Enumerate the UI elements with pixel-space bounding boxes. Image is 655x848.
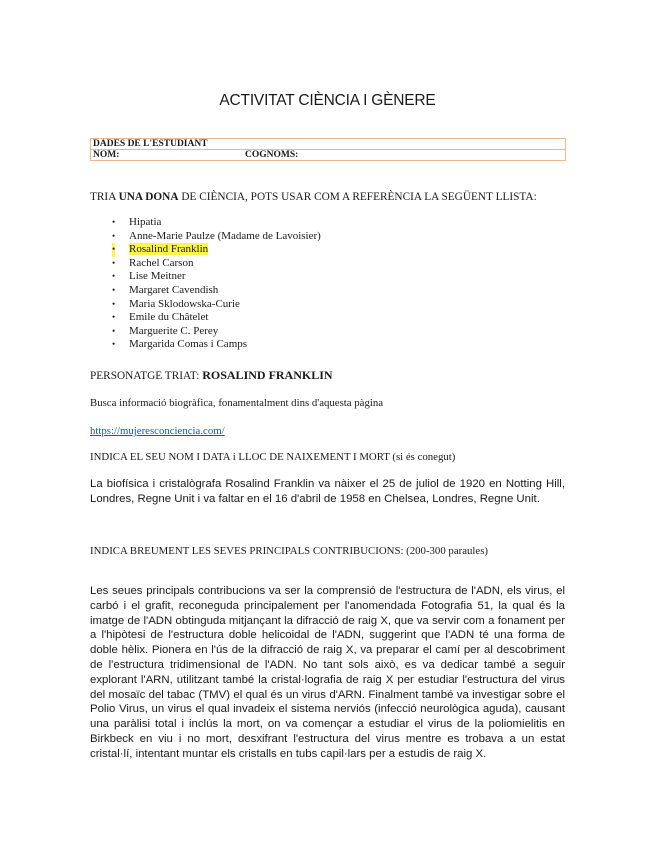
- chosen-name: ROSALIND FRANKLIN: [202, 368, 333, 382]
- bullet-icon: •: [112, 298, 116, 309]
- scientist-list-item: [112, 257, 321, 271]
- scientist-list-item: [112, 270, 321, 284]
- scientist-list-item: [112, 311, 321, 325]
- student-name-row[interactable]: [91, 150, 566, 161]
- cognoms-label: COGNOMS:: [245, 150, 299, 160]
- scientist-list-item: [112, 284, 321, 298]
- scientist-name: Margarida Comas i Camps: [129, 338, 248, 351]
- scientist-list-item: [112, 230, 321, 244]
- scientist-list-item: [112, 243, 321, 257]
- scientist-list-item: [112, 216, 321, 230]
- scientist-name: Hipatia: [129, 216, 162, 228]
- birth-death-prompt: INDICA EL SEU NOM I DATA i LLOC DE NAIXEMENT I MORT (si és conegut): [90, 451, 456, 463]
- scientist-list: [112, 216, 321, 352]
- scientist-name: Emile du Châtelet: [129, 311, 209, 324]
- prompt1-after: DE CIÈNCIA, POTS USAR COM A REFERÈNCIA LA SEGÜENT LLISTA:: [178, 191, 537, 203]
- scientist-name: Maria Sklodowska-Curie: [129, 297, 240, 310]
- student-data-table: [90, 138, 566, 161]
- prompt1-before: TRIA: [90, 191, 119, 203]
- nom-label: NOM:: [93, 150, 120, 160]
- bullet-icon: •: [112, 284, 116, 295]
- reference-link[interactable]: https://mujeresconciencia.com/: [90, 425, 225, 437]
- bullet-icon: •: [112, 230, 116, 241]
- contributions-prompt: INDICA BREUMENT LES SEVES PRINCIPALS CONTRIBUCIONS: (200-300 paraules): [90, 545, 488, 557]
- scientist-name: Lise Meitner: [129, 270, 186, 283]
- bullet-icon: •: [112, 257, 116, 268]
- contributions-answer: Les seues principals contribucions va ser la comprensió de l'estructura de l'ADN, els virus, el carbó i el grafit, reconeguda principalement per l'anomendada Fotografia 51, la qual és la imatge de l'ADN obtinguda mitjançant la difracció de raig X, que va servir com a fonament per a l'hipòtesi de l'estructura doble helicoidal de l'ADN, suggerint que l'ADN té una forma de doble hèlix. Pionera en l'ús de la difracció de raig X, va preparar el camí per al descobriment de l'estructura tridimensional de l'ADN. No tant sols això, es va dedicar també a seguir explorant l'ARN, utilitzant també la cristal·lografia de raig X per estudiar l'estructura del virus del mosaïc del tabac (TMV) el qual és un virus d'ARN. Finalment també va investigar sobre el Polio Virus, un virus el qual invadeix el sistema nerviós (infecció neurològica aguda), causant una paràlisi total i inclús la mort, on va començar a estudiar el virus de la poliomielitis en Birkbeck en viu i no mort, desxifrant l'estructura del virus mentre es trobava a un estat cristal·lí, intentant muntar els cristalls en tubs capil·lars per a estudis de raig X.: [90, 585, 565, 760]
- bullet-icon: •: [112, 339, 116, 350]
- bullet-icon: •: [112, 312, 116, 323]
- scientist-list-item: [112, 338, 321, 352]
- scientist-list-item: [112, 325, 321, 339]
- chosen-character-line: [90, 368, 333, 383]
- scientist-name: Rachel Carson: [129, 256, 194, 269]
- scientist-name: Margaret Cavendish: [129, 283, 219, 296]
- bullet-icon: •: [112, 217, 116, 227]
- scientist-name: Rosalind Franklin: [129, 243, 209, 256]
- chosen-label: PERSONATGE TRIAT:: [90, 370, 203, 382]
- birth-death-answer: La biofísica i cristalògrafa Rosalind Franklin va nàixer el 25 de juliol de 1920 en Notting Hill, Londres, Regne Unit i va faltar en el 16 d'abril de 1958 en Chelsea, Londres, Regne Unit.: [90, 478, 565, 505]
- document-title: ACTIVITAT CIÈNCIA I GÈNERE: [219, 92, 436, 109]
- scientist-list-item: [112, 298, 321, 312]
- bullet-icon: •: [112, 243, 115, 257]
- search-info-instruction: Busca informació biogràfica, fonamentalment dins d'aquesta pàgina: [90, 397, 384, 409]
- bullet-icon: •: [112, 325, 116, 336]
- prompt1-bold: UNA DONA: [118, 191, 179, 203]
- bullet-icon: •: [112, 271, 116, 282]
- student-data-header: DADES DE L'ESTUDIANT: [91, 139, 566, 150]
- scientist-name: Anne-Marie Paulze (Madame de Lavoisier): [129, 229, 321, 242]
- scientist-name: Marguerite C. Perey: [129, 324, 219, 337]
- choose-scientist-prompt: [90, 191, 537, 203]
